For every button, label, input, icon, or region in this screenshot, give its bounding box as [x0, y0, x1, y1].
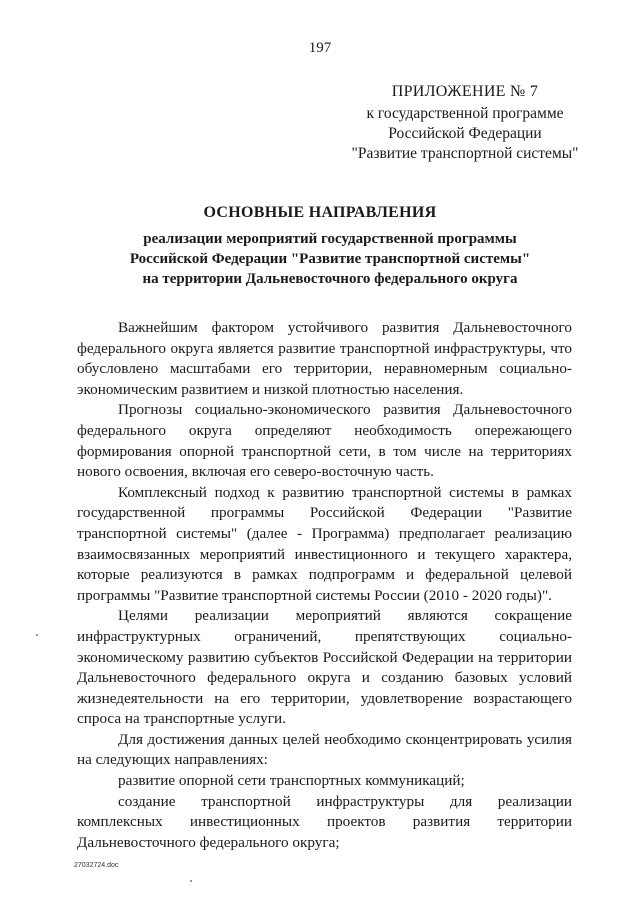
document-body: [77, 318, 572, 853]
appendix-line-1: к государственной программе: [366, 105, 564, 122]
scan-speck: [190, 880, 192, 882]
subheading-line-1: реализации мероприятий государственной программы: [143, 231, 517, 247]
paragraph-4: Целями реализации мероприятий являются сокращение инфраструктурных ограничений, препятствующих социально-экономическому развитию субъектов Российской Федерации на территории Дальневосточного федерального округа и созданию базовых условий жизнедеятельности на его территории, удовлетворение возрастающего спроса на транспортные услуги.: [77, 607, 572, 728]
list-item-2: создание транспортной инфраструктуры для реализации комплексных инвестиционных проектов развития территории Дальневосточного федерального округа;: [77, 792, 572, 851]
paragraph-5: Для достижения данных целей необходимо сконцентрировать усилия на следующих направлениях:: [77, 730, 572, 769]
list-item-1: развитие опорной сети транспортных коммуникаций;: [118, 772, 465, 790]
paragraph-2: Прогнозы социально-экономического развития Дальневосточного федерального округа определяют необходимость опережающего формирования опорной транспортной сети, в том числе на территориях нового освоения, включая его северо-восточную часть.: [77, 401, 572, 481]
scan-speck: [36, 634, 38, 636]
appendix-line-3: "Развитие транспортной системы": [351, 145, 579, 162]
appendix-block: [330, 82, 600, 164]
paragraph-1: Важнейшим фактором устойчивого развития Дальневосточного федерального округа является развитие транспортной инфраструктуры, что обусловлено масштабами его территории, неравномерным социально-экономическим развитием и низкой плотностью населения.: [77, 319, 572, 398]
document-heading: ОСНОВНЫЕ НАПРАВЛЕНИЯ: [203, 204, 437, 221]
appendix-line-2: Российской Федерации: [388, 125, 542, 142]
document-subheading: [90, 229, 570, 289]
page-number: 197: [308, 40, 332, 56]
subheading-line-2: Российской Федерации "Развитие транспортной системы": [129, 251, 531, 267]
appendix-title: ПРИЛОЖЕНИЕ № 7: [391, 83, 539, 100]
document-id: 27032724.doc: [74, 862, 119, 869]
paragraph-3: Комплексный подход к развитию транспортной системы в рамках государственной программы Российской Федерации "Развитие транспортной системы" (далее - Программа) предполагает реализацию взаимосвязанных мероприятий инвестиционного и текущего характера, которые реализуются в рамках подпрограмм и федеральной целевой программы "Развитие транспортной системы России (2010 - 2020 годы)".: [77, 483, 572, 604]
subheading-line-3: на территории Дальневосточного федерального округа: [142, 271, 518, 287]
